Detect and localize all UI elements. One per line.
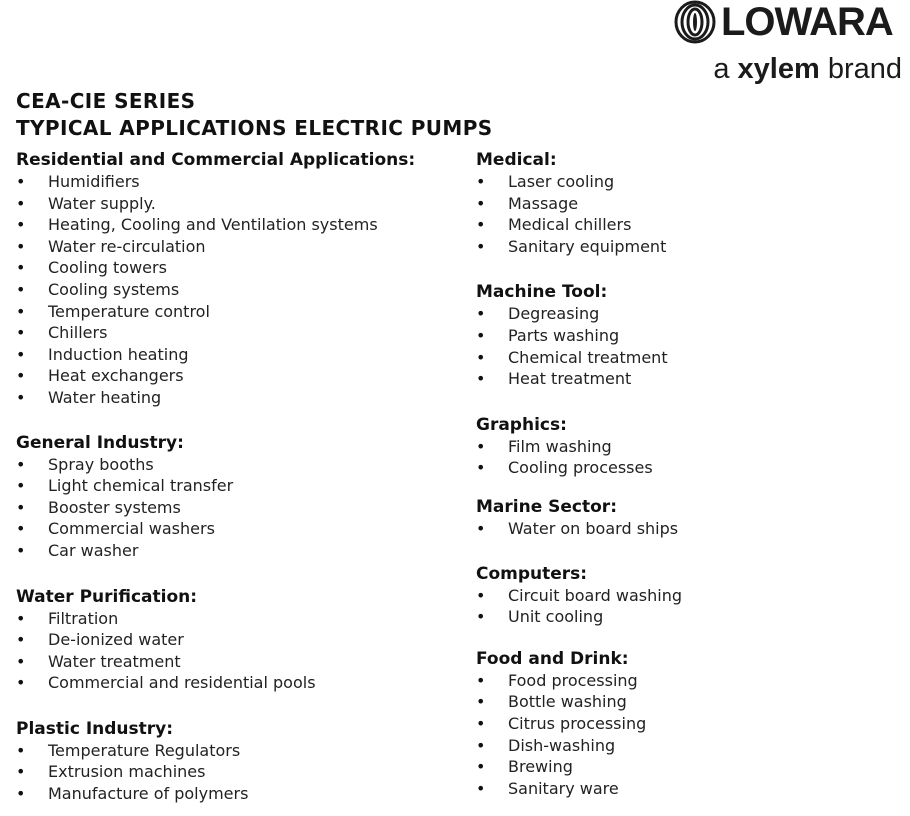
bullet-list — [476, 585, 896, 628]
logo-tagline — [713, 54, 902, 84]
section-water-purification — [16, 587, 466, 694]
list-item: • Degreasing — [476, 303, 896, 325]
section-graphics — [476, 415, 896, 479]
list-item: • Commercial washers — [16, 518, 466, 540]
bullet-list — [16, 454, 466, 562]
list-item: • Manufacture of polymers — [16, 783, 466, 805]
list-item: • Brewing — [476, 756, 896, 778]
list-item: • Filtration — [16, 608, 466, 630]
lowara-spiral-logo-icon — [674, 0, 716, 44]
list-item: • Heating, Cooling and Ventilation systems — [16, 214, 466, 236]
bullet-list — [476, 436, 896, 479]
list-item: • Unit cooling — [476, 606, 896, 628]
list-item: • Booster systems — [16, 497, 466, 519]
list-item: • Cooling towers — [16, 257, 466, 279]
list-item: • Citrus processing — [476, 713, 896, 735]
list-item: • Water re-circulation — [16, 236, 466, 258]
list-item: • Film washing — [476, 436, 896, 458]
logo-wordmark: LOWARA — [721, 0, 893, 44]
lowara-logo — [671, 0, 906, 90]
bullet-list — [16, 740, 466, 805]
tagline-suffix: brand — [819, 53, 902, 85]
list-item: • Heat exchangers — [16, 365, 466, 387]
bullet-list — [476, 303, 896, 389]
bullet-list — [476, 171, 896, 257]
list-item: • Heat treatment — [476, 368, 896, 390]
left-column — [16, 150, 466, 805]
list-item: • De-ionized water — [16, 629, 466, 651]
section-machine-tool — [476, 282, 896, 389]
section-heading: Plastic Industry: — [16, 718, 174, 739]
section-heading: Graphics: — [476, 414, 567, 435]
section-heading: Computers: — [476, 563, 588, 584]
title-line-1: CEA-CIE SERIES — [16, 89, 196, 113]
title-line-2: TYPICAL APPLICATIONS ELECTRIC PUMPS — [16, 116, 493, 140]
list-item: • Medical chillers — [476, 214, 896, 236]
list-item: • Commercial and residential pools — [16, 672, 466, 694]
list-item: • Cooling systems — [16, 279, 466, 301]
section-plastic-industry — [16, 719, 466, 805]
bullet-list — [16, 608, 466, 694]
section-heading: General Industry: — [16, 432, 184, 453]
list-item: • Car washer — [16, 540, 466, 562]
list-item: • Water supply. — [16, 193, 466, 215]
list-item: • Bottle washing — [476, 691, 896, 713]
section-residential-and-commercial-applications — [16, 150, 466, 409]
list-item: • Water on board ships — [476, 518, 896, 540]
section-heading: Marine Sector: — [476, 496, 617, 517]
list-item: • Light chemical transfer — [16, 475, 466, 497]
list-item: • Chemical treatment — [476, 347, 896, 369]
section-food-and-drink — [476, 649, 896, 800]
right-column — [476, 150, 896, 799]
section-heading: Medical: — [476, 150, 557, 170]
bullet-list — [476, 518, 896, 540]
list-item: • Temperature Regulators — [16, 740, 466, 762]
list-item: • Massage — [476, 193, 896, 215]
bullet-list — [476, 670, 896, 800]
list-item: • Parts washing — [476, 325, 896, 347]
list-item: • Circuit board washing — [476, 585, 896, 607]
tagline-brand: xylem — [737, 53, 820, 85]
section-heading: Food and Drink: — [476, 648, 629, 669]
list-item: • Temperature control — [16, 301, 466, 323]
section-general-industry — [16, 433, 466, 562]
bullet-list — [16, 171, 466, 409]
list-item: • Sanitary equipment — [476, 236, 896, 258]
section-heading: Water Purification: — [16, 586, 198, 607]
list-item: • Dish-washing — [476, 735, 896, 757]
list-item: • Water heating — [16, 387, 466, 409]
list-item: • Food processing — [476, 670, 896, 692]
tagline-prefix: a — [713, 53, 738, 85]
list-item: • Cooling processes — [476, 457, 896, 479]
section-computers — [476, 564, 896, 628]
list-item: • Chillers — [16, 322, 466, 344]
list-item: • Humidifiers — [16, 171, 466, 193]
list-item: • Sanitary ware — [476, 778, 896, 800]
section-heading: Machine Tool: — [476, 282, 608, 303]
list-item: • Spray booths — [16, 454, 466, 476]
list-item: • Water treatment — [16, 651, 466, 673]
section-heading: Residential and Commercial Applications: — [16, 150, 416, 170]
list-item: • Extrusion machines — [16, 761, 466, 783]
list-item: • Induction heating — [16, 344, 466, 366]
section-medical — [476, 150, 896, 257]
list-item: • Laser cooling — [476, 171, 896, 193]
page-title — [16, 88, 493, 142]
section-marine-sector — [476, 497, 896, 540]
